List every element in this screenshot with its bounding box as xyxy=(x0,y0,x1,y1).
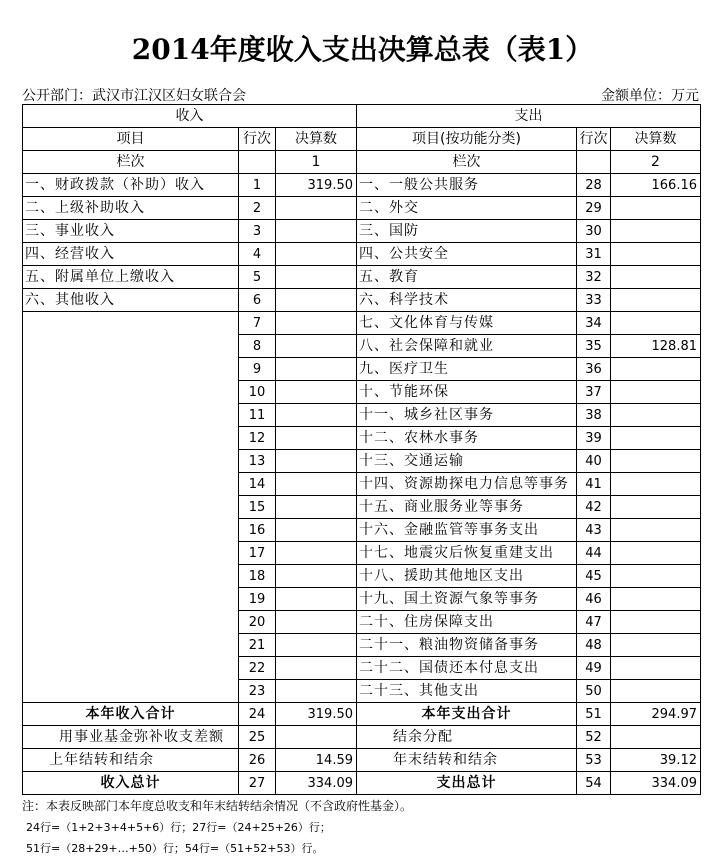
expense-amount xyxy=(611,473,701,496)
table-row xyxy=(23,657,701,680)
expense-item: 二、外交 xyxy=(357,197,577,220)
footnote: 注：本表反映部门本年度总收支和年末结转结余情况（不含政府性基金）。 xyxy=(22,799,413,813)
expense-item: 十三、交通运输 xyxy=(357,450,577,473)
expense-item: 四、公共安全 xyxy=(357,243,577,266)
formula-note-income: 24行=（1+2+3+4+5+6）行；27行=（24+25+26）行； xyxy=(26,821,331,834)
income-row-no: 19 xyxy=(239,588,276,611)
income-amount xyxy=(276,312,357,335)
income-row-no: 24 xyxy=(239,703,276,726)
income-row-no: 18 xyxy=(239,565,276,588)
table-row xyxy=(23,749,701,772)
income-amount: 14.59 xyxy=(276,749,357,772)
expense-item-header: 项目(按功能分类) xyxy=(357,128,577,151)
department-label: 公开部门：武汉市江汉区妇女联合会 xyxy=(22,88,246,104)
table-row xyxy=(23,680,701,703)
income-row-no: 4 xyxy=(239,243,276,266)
income-amount xyxy=(276,381,357,404)
expense-row-no: 52 xyxy=(577,726,611,749)
income-index-blank xyxy=(239,151,276,174)
column-index-row xyxy=(23,151,701,174)
table-row xyxy=(23,565,701,588)
income-row-no: 3 xyxy=(239,220,276,243)
income-amount xyxy=(276,358,357,381)
table-row xyxy=(23,450,701,473)
expense-item: 二十一、粮油物资储备事务 xyxy=(357,634,577,657)
expense-amount xyxy=(611,312,701,335)
expense-item: 十一、城乡社区事务 xyxy=(357,404,577,427)
expense-item: 七、文化体育与传媒 xyxy=(357,312,577,335)
income-amount xyxy=(276,266,357,289)
income-row-no: 9 xyxy=(239,358,276,381)
income-row-no: 17 xyxy=(239,542,276,565)
expense-item: 十、节能环保 xyxy=(357,381,577,404)
income-amount xyxy=(276,427,357,450)
expense-amount xyxy=(611,542,701,565)
income-row-no: 20 xyxy=(239,611,276,634)
table-row xyxy=(23,243,701,266)
expense-row-no: 50 xyxy=(577,680,611,703)
table-row xyxy=(23,358,701,381)
expense-row-no: 29 xyxy=(577,197,611,220)
table-row xyxy=(23,335,701,358)
expense-row-no: 49 xyxy=(577,657,611,680)
expense-row-no: 51 xyxy=(577,703,611,726)
income-amount xyxy=(276,680,357,703)
expense-row-no: 46 xyxy=(577,588,611,611)
table-row xyxy=(23,404,701,427)
expense-amount xyxy=(611,427,701,450)
income-amount xyxy=(276,335,357,358)
expense-item: 八、社会保障和就业 xyxy=(357,335,577,358)
expense-item: 结余分配 xyxy=(357,726,577,749)
income-row-no: 1 xyxy=(239,174,276,197)
table-row xyxy=(23,519,701,542)
expense-row-no: 40 xyxy=(577,450,611,473)
column-header-row xyxy=(23,128,701,151)
table-row xyxy=(23,427,701,450)
expense-amount xyxy=(611,634,701,657)
expense-row-no-header: 行次 xyxy=(577,128,611,151)
expense-amount: 39.12 xyxy=(611,749,701,772)
income-row-no: 8 xyxy=(239,335,276,358)
expense-row-no: 32 xyxy=(577,266,611,289)
income-amount xyxy=(276,450,357,473)
income-amount xyxy=(276,611,357,634)
expense-amount xyxy=(611,680,701,703)
income-row-no: 22 xyxy=(239,657,276,680)
income-amount xyxy=(276,588,357,611)
income-item xyxy=(23,381,239,404)
expense-amount xyxy=(611,381,701,404)
expense-amount xyxy=(611,289,701,312)
income-amount xyxy=(276,289,357,312)
table-row xyxy=(23,220,701,243)
income-item xyxy=(23,335,239,358)
table-row xyxy=(23,588,701,611)
table-row xyxy=(23,611,701,634)
table-row xyxy=(23,381,701,404)
table-row xyxy=(23,312,701,335)
income-row-no: 5 xyxy=(239,266,276,289)
income-amount xyxy=(276,473,357,496)
expense-amount xyxy=(611,611,701,634)
expense-amount-header: 决算数 xyxy=(611,128,701,151)
expense-row-no: 28 xyxy=(577,174,611,197)
income-amount xyxy=(276,243,357,266)
expense-row-no: 33 xyxy=(577,289,611,312)
income-amount xyxy=(276,542,357,565)
expense-amount: 166.16 xyxy=(611,174,701,197)
income-index-value: 1 xyxy=(276,151,357,174)
expense-amount xyxy=(611,450,701,473)
page-title: 2014年度收入支出决算总表（表1） xyxy=(131,33,594,66)
table-row xyxy=(23,266,701,289)
expense-row-no: 47 xyxy=(577,611,611,634)
expense-amount xyxy=(611,496,701,519)
income-item xyxy=(23,358,239,381)
income-item xyxy=(23,404,239,427)
expense-item: 九、医疗卫生 xyxy=(357,358,577,381)
expense-amount xyxy=(611,358,701,381)
income-item xyxy=(23,519,239,542)
income-item xyxy=(23,588,239,611)
expense-item: 六、科学技术 xyxy=(357,289,577,312)
income-item-header: 项目 xyxy=(23,128,239,151)
expense-row-no: 48 xyxy=(577,634,611,657)
formula-note-expense: 51行=（28+29+…+50）行；54行=（51+52+53）行。 xyxy=(26,842,324,855)
income-amount xyxy=(276,565,357,588)
income-item xyxy=(23,542,239,565)
table-row xyxy=(23,726,701,749)
table-row xyxy=(23,496,701,519)
income-row-no: 13 xyxy=(239,450,276,473)
expense-row-no: 39 xyxy=(577,427,611,450)
income-item: 三、事业收入 xyxy=(23,220,239,243)
expense-row-no: 41 xyxy=(577,473,611,496)
income-row-no: 12 xyxy=(239,427,276,450)
expense-amount xyxy=(611,657,701,680)
table-row xyxy=(23,634,701,657)
income-item: 上年结转和结余 xyxy=(23,749,239,772)
expense-section-header: 支出 xyxy=(357,105,701,128)
income-row-no: 21 xyxy=(239,634,276,657)
income-item: 五、附属单位上缴收入 xyxy=(23,266,239,289)
subtotal-row xyxy=(23,703,701,726)
expense-row-no: 45 xyxy=(577,565,611,588)
income-item xyxy=(23,657,239,680)
expense-item: 一、一般公共服务 xyxy=(357,174,577,197)
expense-row-no: 35 xyxy=(577,335,611,358)
income-row-no: 11 xyxy=(239,404,276,427)
income-subtotal-label: 本年收入合计 xyxy=(23,703,239,726)
expense-row-no: 43 xyxy=(577,519,611,542)
income-row-no: 23 xyxy=(239,680,276,703)
expense-subtotal-amount: 294.97 xyxy=(611,703,701,726)
expense-total-label: 支出总计 xyxy=(357,772,577,795)
income-item xyxy=(23,496,239,519)
amount-unit-label: 金额单位：万元 xyxy=(601,88,699,104)
income-amount xyxy=(276,657,357,680)
expense-item: 十二、农林水事务 xyxy=(357,427,577,450)
expense-amount xyxy=(611,565,701,588)
expense-index-label: 栏次 xyxy=(357,151,577,174)
expense-item: 十九、国土资源气象等事务 xyxy=(357,588,577,611)
income-amount xyxy=(276,519,357,542)
expense-amount xyxy=(611,588,701,611)
expense-item: 二十三、其他支出 xyxy=(357,680,577,703)
expense-amount xyxy=(611,220,701,243)
expense-total-amount: 334.09 xyxy=(611,772,701,795)
income-item xyxy=(23,680,239,703)
expense-index-blank xyxy=(577,151,611,174)
expense-row-no: 34 xyxy=(577,312,611,335)
expense-amount xyxy=(611,197,701,220)
income-item xyxy=(23,634,239,657)
income-row-no: 27 xyxy=(239,772,276,795)
expense-item: 十七、地震灾后恢复重建支出 xyxy=(357,542,577,565)
income-row-no: 6 xyxy=(239,289,276,312)
expense-amount xyxy=(611,266,701,289)
income-item: 四、经营收入 xyxy=(23,243,239,266)
section-header-row xyxy=(23,105,701,128)
expense-item: 十八、援助其他地区支出 xyxy=(357,565,577,588)
income-total-label: 收入总计 xyxy=(23,772,239,795)
expense-amount xyxy=(611,404,701,427)
expense-amount xyxy=(611,519,701,542)
income-section-header: 收入 xyxy=(23,105,357,128)
expense-item: 五、教育 xyxy=(357,266,577,289)
income-amount xyxy=(276,197,357,220)
expense-row-no: 44 xyxy=(577,542,611,565)
income-total-amount: 334.09 xyxy=(276,772,357,795)
income-amount xyxy=(276,496,357,519)
income-item xyxy=(23,565,239,588)
expense-row-no: 53 xyxy=(577,749,611,772)
expense-item: 年末结转和结余 xyxy=(357,749,577,772)
income-amount xyxy=(276,404,357,427)
summary-table xyxy=(22,104,701,795)
expense-item: 二十、住房保障支出 xyxy=(357,611,577,634)
expense-item: 二十二、国债还本付息支出 xyxy=(357,657,577,680)
income-amount: 319.50 xyxy=(276,174,357,197)
expense-subtotal-label: 本年支出合计 xyxy=(357,703,577,726)
expense-row-no: 36 xyxy=(577,358,611,381)
expense-row-no: 30 xyxy=(577,220,611,243)
income-row-no: 2 xyxy=(239,197,276,220)
income-row-no: 7 xyxy=(239,312,276,335)
expense-row-no: 37 xyxy=(577,381,611,404)
expense-row-no: 54 xyxy=(577,772,611,795)
income-amount xyxy=(276,220,357,243)
expense-amount xyxy=(611,243,701,266)
table-row xyxy=(23,473,701,496)
expense-row-no: 31 xyxy=(577,243,611,266)
expense-amount: 128.81 xyxy=(611,335,701,358)
table-row xyxy=(23,289,701,312)
income-subtotal-amount: 319.50 xyxy=(276,703,357,726)
income-row-no: 10 xyxy=(239,381,276,404)
income-row-no: 14 xyxy=(239,473,276,496)
table-row xyxy=(23,174,701,197)
grand-total-row xyxy=(23,772,701,795)
income-index-label: 栏次 xyxy=(23,151,239,174)
expense-item: 十六、金融监管等事务支出 xyxy=(357,519,577,542)
income-row-no: 16 xyxy=(239,519,276,542)
income-item: 一、财政拨款（补助）收入 xyxy=(23,174,239,197)
income-item: 二、上级补助收入 xyxy=(23,197,239,220)
income-row-no-header: 行次 xyxy=(239,128,276,151)
income-row-no: 25 xyxy=(239,726,276,749)
income-amount xyxy=(276,634,357,657)
income-item: 六、其他收入 xyxy=(23,289,239,312)
table-row xyxy=(23,542,701,565)
income-item xyxy=(23,450,239,473)
expense-row-no: 42 xyxy=(577,496,611,519)
income-row-no: 26 xyxy=(239,749,276,772)
expense-row-no: 38 xyxy=(577,404,611,427)
income-item xyxy=(23,473,239,496)
expense-index-value: 2 xyxy=(611,151,701,174)
income-amount-header: 决算数 xyxy=(276,128,357,151)
expense-amount xyxy=(611,726,701,749)
income-item xyxy=(23,312,239,335)
expense-item: 十四、资源勘探电力信息等事务 xyxy=(357,473,577,496)
income-item xyxy=(23,611,239,634)
income-amount xyxy=(276,726,357,749)
expense-item: 十五、商业服务业等事务 xyxy=(357,496,577,519)
table-row xyxy=(23,197,701,220)
income-row-no: 15 xyxy=(239,496,276,519)
expense-item: 三、国防 xyxy=(357,220,577,243)
income-item: 用事业基金弥补收支差额 xyxy=(23,726,239,749)
income-item xyxy=(23,427,239,450)
